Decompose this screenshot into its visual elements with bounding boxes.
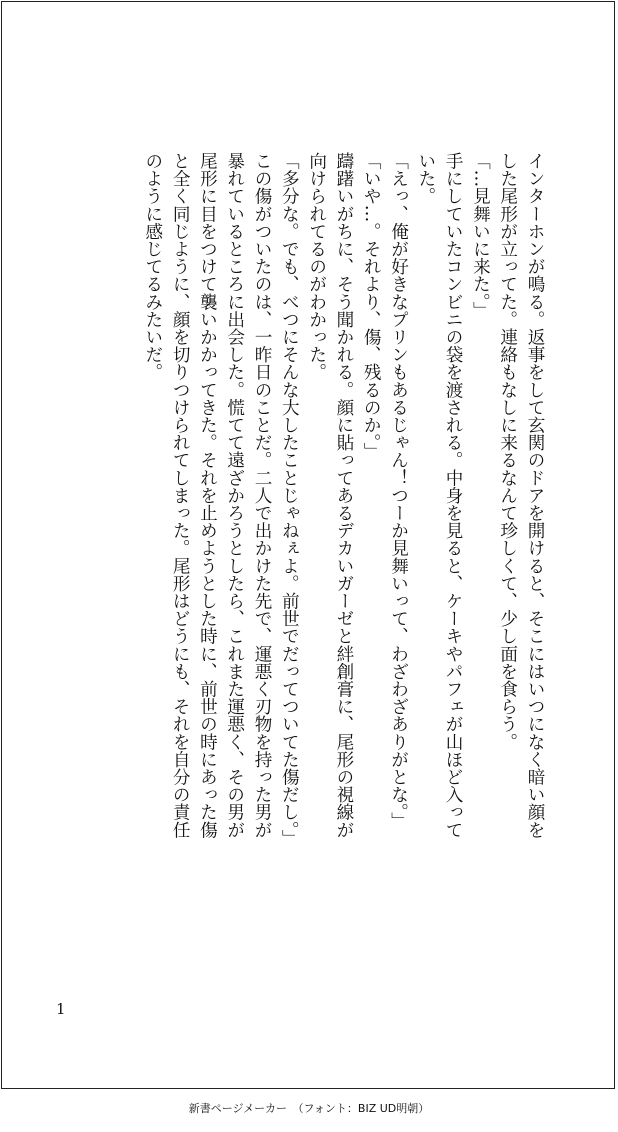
page-frame <box>1 1 615 1089</box>
text-line: 向けられてるのがわかった。 <box>306 152 327 381</box>
text-line: 暴れているところに出会した。慌てて遠ざかろうとしたら、これまた運悪く、その男が <box>224 152 245 839</box>
text-line: した尾形が立ってた。連絡もなしに来るなんて珍しくて、少し面を食らう。 <box>497 152 518 751</box>
text-line: 躊躇いがちに、そう聞かれる。顔に貼ってあるデカいガーゼと絆創膏に、尾形の視線が <box>333 152 354 839</box>
text-line: 尾形に目をつけて襲いかかってきた。それを止めようとした時に、前世の時にあった傷 <box>197 152 218 839</box>
text-line: 「いや…。それより、傷、残るのか。」 <box>361 152 382 460</box>
text-line: のように感じてるみたいだ。 <box>142 152 163 381</box>
vertical-text-body <box>139 152 548 942</box>
text-line: 「…見舞いに来た。」 <box>470 152 491 320</box>
footer-caption: 新書ページメーカー （フォント：BIZ UD明朝） <box>188 1102 430 1115</box>
page-number: 1 <box>56 1000 66 1018</box>
text-line: 手にしていたコンビニの袋を渡される。中身を見ると、ケーキやパフェが山ほど入って <box>443 152 464 839</box>
text-line: と全く同じように、顔を切りつけられてしまった。尾形はどうにも、それを自分の責任 <box>170 152 191 839</box>
text-line: インターホンが鳴る。返事をして玄関のドアを開けると、そこにはいつになく暗い顔を <box>525 152 545 839</box>
text-line: 「えっ、俺が好きなプリンもあるじゃん！つーか見舞いって、わざわざありがとな。」 <box>388 152 409 830</box>
text-line: 「多分な。でも、べつにそんな大したことじゃねぇよ。前世でだってついてた傷だし。」 <box>279 152 300 848</box>
text-line: いた。 <box>415 152 436 205</box>
text-line: この傷がついたのは、一昨日のことだ。二人で出かけた先で、運悪く刃物を持った男が <box>252 152 273 839</box>
